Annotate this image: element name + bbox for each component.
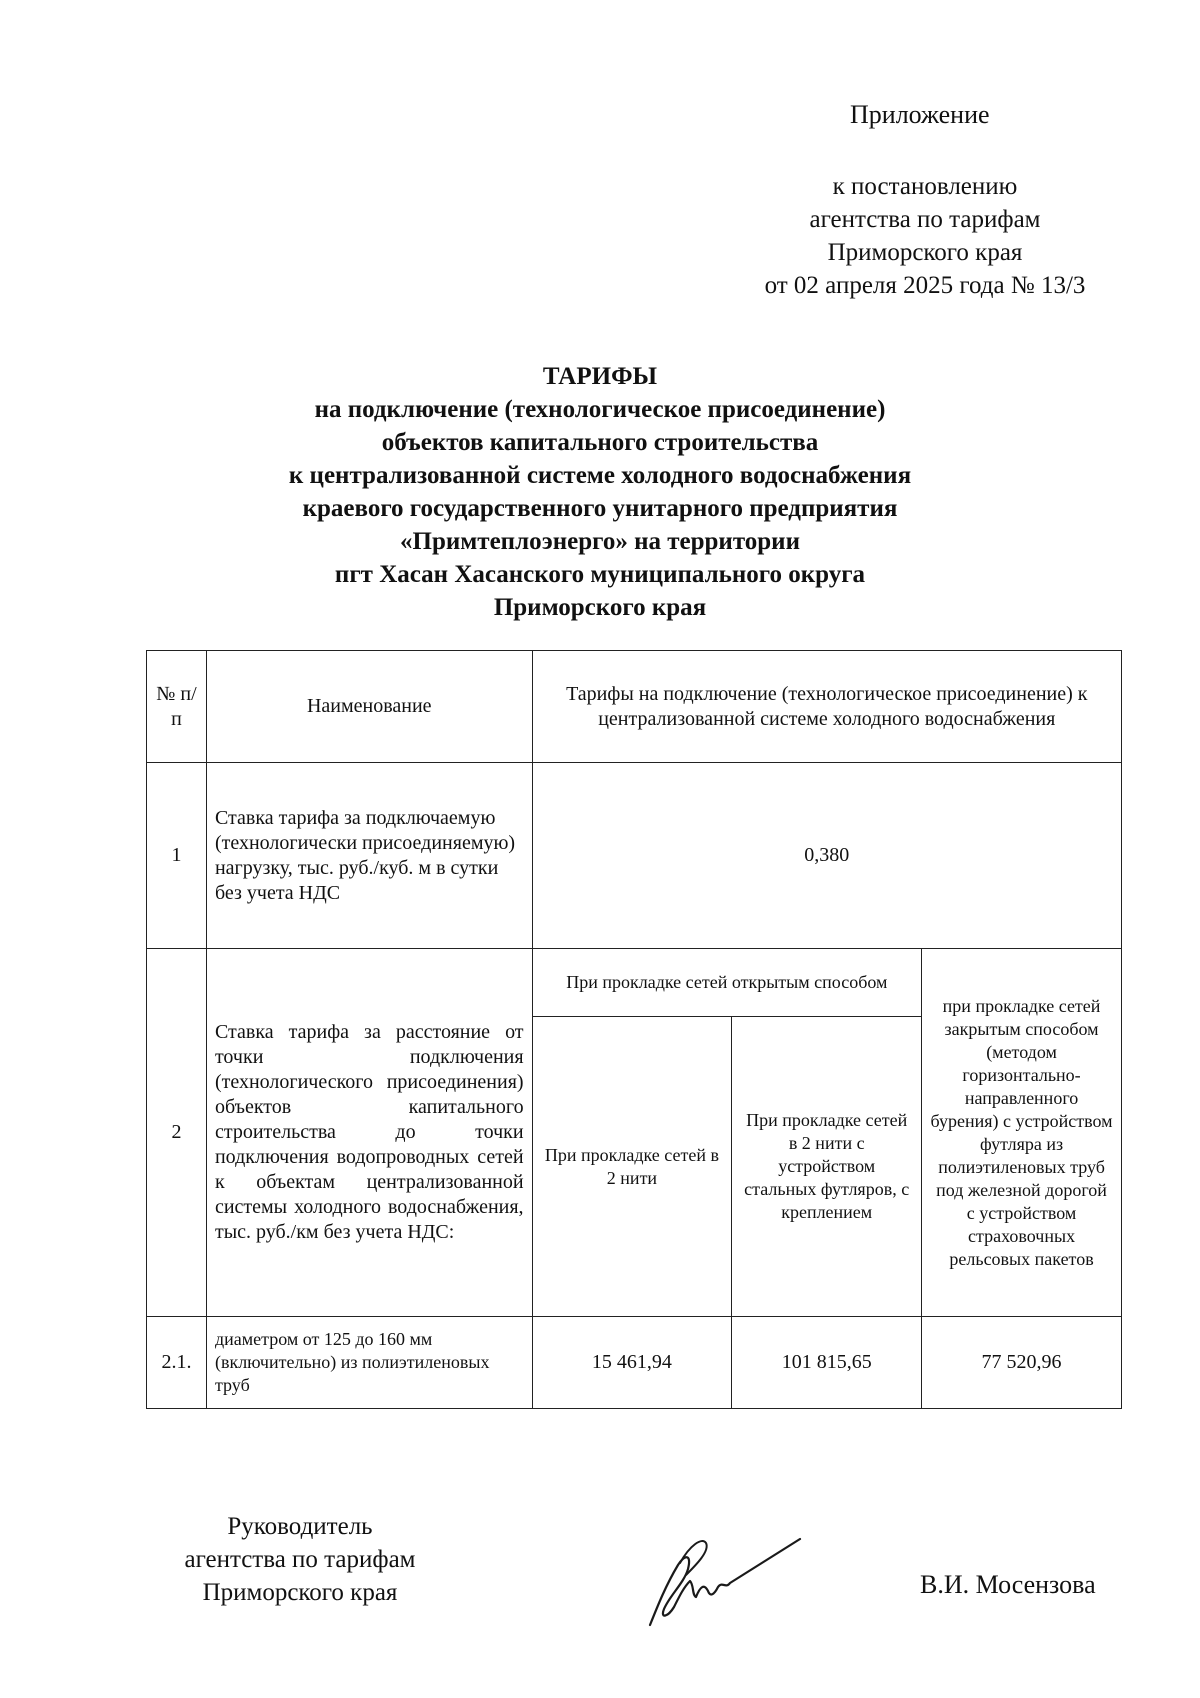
- appendix-label: Приложение: [850, 100, 990, 129]
- row-num: 2.1.: [147, 1317, 207, 1409]
- decree-line: агентства по тарифам: [809, 206, 1041, 233]
- open-method-sub-2: При прокладке сетей в 2 нити с устройством стальных футляров, с креплением: [732, 1017, 922, 1317]
- position-line: агентства по тарифам: [184, 1546, 416, 1573]
- title-line: на подключение (технологическое присоединение): [314, 396, 886, 423]
- title-line: Приморского края: [493, 594, 707, 621]
- decree-line: Приморского края: [827, 239, 1023, 266]
- open-method-sub-1: При прокладке сетей в 2 нити: [532, 1017, 732, 1317]
- header-tariffs: Тарифы на подключение (технологическое присоединение) к централизованной системе холодного водоснабжения: [532, 651, 1121, 763]
- title-line: к централизованной системе холодного водоснабжения: [288, 462, 912, 489]
- decree-line: к постановлению: [832, 173, 1018, 200]
- row-name: Ставка тарифа за подключаемую (технологически присоединяемую) нагрузку, тыс. руб./куб. м в сутки без учета НДС: [206, 763, 532, 949]
- row-value-3: 77 520,96: [922, 1317, 1122, 1409]
- position-line: Приморского края: [202, 1579, 398, 1606]
- handwritten-signature: [640, 1525, 810, 1635]
- table-header-row: [147, 651, 1122, 763]
- open-method-header: При прокладке сетей открытым способом: [532, 949, 922, 1017]
- row-name: Ставка тарифа за расстояние от точки подключения (технологического присоединения) объектов капитального строительства до точки подключения водопроводных сетей к объектам централизованной системы холодного водоснабжения, тыс. руб./км без учета НДС:: [206, 949, 532, 1317]
- title-line: пгт Хасан Хасанского муниципального округа: [334, 561, 866, 588]
- table-row: [147, 763, 1122, 949]
- row-name: диаметром от 125 до 160 мм (включительно) из полиэтиленовых труб: [206, 1317, 532, 1409]
- row-value-1: 15 461,94: [532, 1317, 732, 1409]
- row-value: 0,380: [532, 763, 1121, 949]
- header-num: № п/п: [147, 651, 207, 763]
- title-line: краевого государственного унитарного предприятия: [302, 495, 898, 522]
- closed-method-header: при прокладке сетей закрытым способом (методом горизонтально-направленного бурения) с устройством футляра из полиэтиленовых труб под железной дорогой с устройством страховочных рельсовых пакетов: [922, 949, 1122, 1317]
- row-num: 1: [147, 763, 207, 949]
- decree-date-number: от 02 апреля 2025 года № 13/3: [764, 272, 1086, 299]
- header-name: Наименование: [206, 651, 532, 763]
- row-num: 2: [147, 949, 207, 1317]
- decree-reference: [740, 170, 1110, 302]
- table-row: [147, 1317, 1122, 1409]
- document-title: [150, 360, 1050, 624]
- row-value-2: 101 815,65: [732, 1317, 922, 1409]
- tariff-table: [146, 650, 1122, 1409]
- table-row: [147, 949, 1122, 1017]
- position-line: Руководитель: [227, 1513, 373, 1540]
- title-line: «Примтеплоэнерго» на территории: [400, 528, 800, 555]
- title-heading: ТАРИФЫ: [542, 363, 658, 390]
- title-line: объектов капитального строительства: [381, 429, 819, 456]
- signer-position: [150, 1510, 450, 1609]
- signer-name: В.И. Мосензова: [920, 1570, 1096, 1599]
